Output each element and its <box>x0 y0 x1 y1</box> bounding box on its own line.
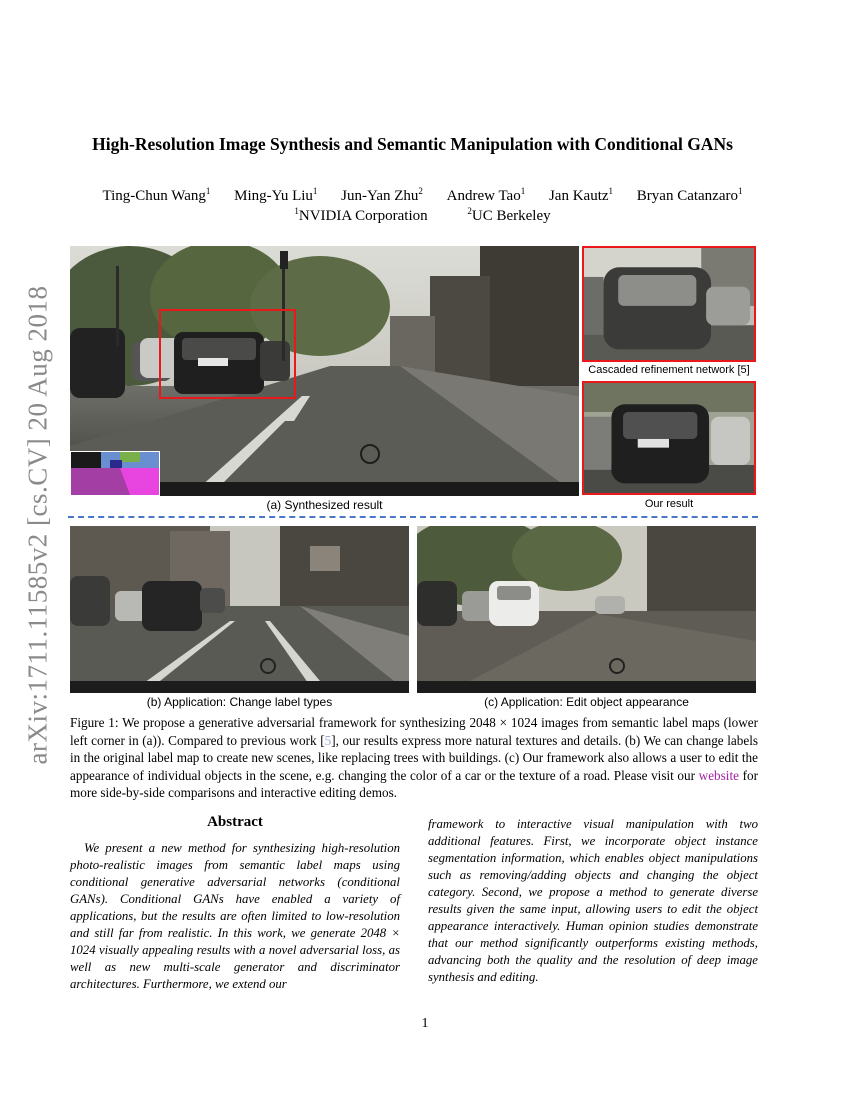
abstract-heading: Abstract <box>207 814 263 830</box>
author: Ming-Yu Liu$^1$ <box>234 186 318 204</box>
edit-object-appearance-image <box>417 526 756 693</box>
arxiv-stamp-text: arXiv:1711.11585v2 [cs.CV] 20 Aug 2018 <box>22 285 53 765</box>
our-result-inset <box>582 381 756 495</box>
author: Andrew Tao$^1$ <box>446 186 526 204</box>
abstract-text-right: framework to interactive visual manipulation with two additional features. First, we incorporate object instance segmentation information, which enables object manipulations such as removing/adding objects and changing the object category. Second, we propose a method to generate diverse results given the same input, allowing users to edit the object appearance interactively. Human opinion studies demonstrate that our method significantly outperforms existing methods, advancing both the quality and the resolution of deep image synthesis and editing. <box>428 817 758 984</box>
page-number: 1 <box>421 1016 429 1031</box>
author: Bryan Catanzaro$^1$ <box>636 186 743 204</box>
crn-result-inset <box>582 246 756 362</box>
affiliation-list <box>60 206 785 225</box>
affiliation: $^2$UC Berkeley <box>467 206 551 224</box>
citation-link[interactable]: 5 <box>324 732 332 748</box>
author: Jun-Yan Zhu$^2$ <box>341 186 423 204</box>
abstract-text-left: We present a new method for synthesizing high-resolution photo-realistic images from semantic label maps using conditional generative adversarial networks (conditional GANs). Conditional GANs have enabled a variety of applications, but the results are often limited to low-resolution and still far from realistic. In this work, we generate 2048 × 1024 visually appealing results with a novel adversarial loss, as well as new multi-scale generator and discriminator architectures. Furthermore, we extend our <box>70 841 400 991</box>
affiliation: $^1$NVIDIA Corporation <box>294 206 428 224</box>
author: Ting-Chun Wang$^1$ <box>102 186 211 204</box>
synthesized-street-image <box>70 246 579 496</box>
caption-edit-object-appearance: (c) Application: Edit object appearance <box>484 695 689 709</box>
change-label-types-image <box>70 526 409 693</box>
author-list <box>60 186 785 205</box>
caption-change-label-types: (b) Application: Change label types <box>146 695 333 709</box>
author: Jan Kautz$^1$ <box>548 186 614 204</box>
website-link[interactable]: website <box>698 767 739 783</box>
paper-title: High-Resolution Image Synthesis and Semantic Manipulation with Conditional GANs <box>92 134 733 154</box>
figure-caption: Figure 1: We propose a generative adversarial framework for synthesizing 2048 × 1024 images from semantic label maps (lower left corner in (a)). Compared to previous work [5], our results express more natural textures and details. (b) We can change labels in the original label map to create new scenes, like replacing trees with buildings. (c) Our framework also allows a user to edit the appearance of individual objects in the scene, e.g. changing the color of a car or the texture of a road. Please visit our website for more side-by-side comparisons and interactive editing demos. <box>70 715 758 800</box>
caption-our-result: Our result <box>644 498 694 510</box>
caption-crn: Cascaded refinement network [5] <box>588 364 750 376</box>
figure-divider <box>68 516 758 518</box>
caption-synthesized-result: (a) Synthesized result <box>266 498 383 512</box>
